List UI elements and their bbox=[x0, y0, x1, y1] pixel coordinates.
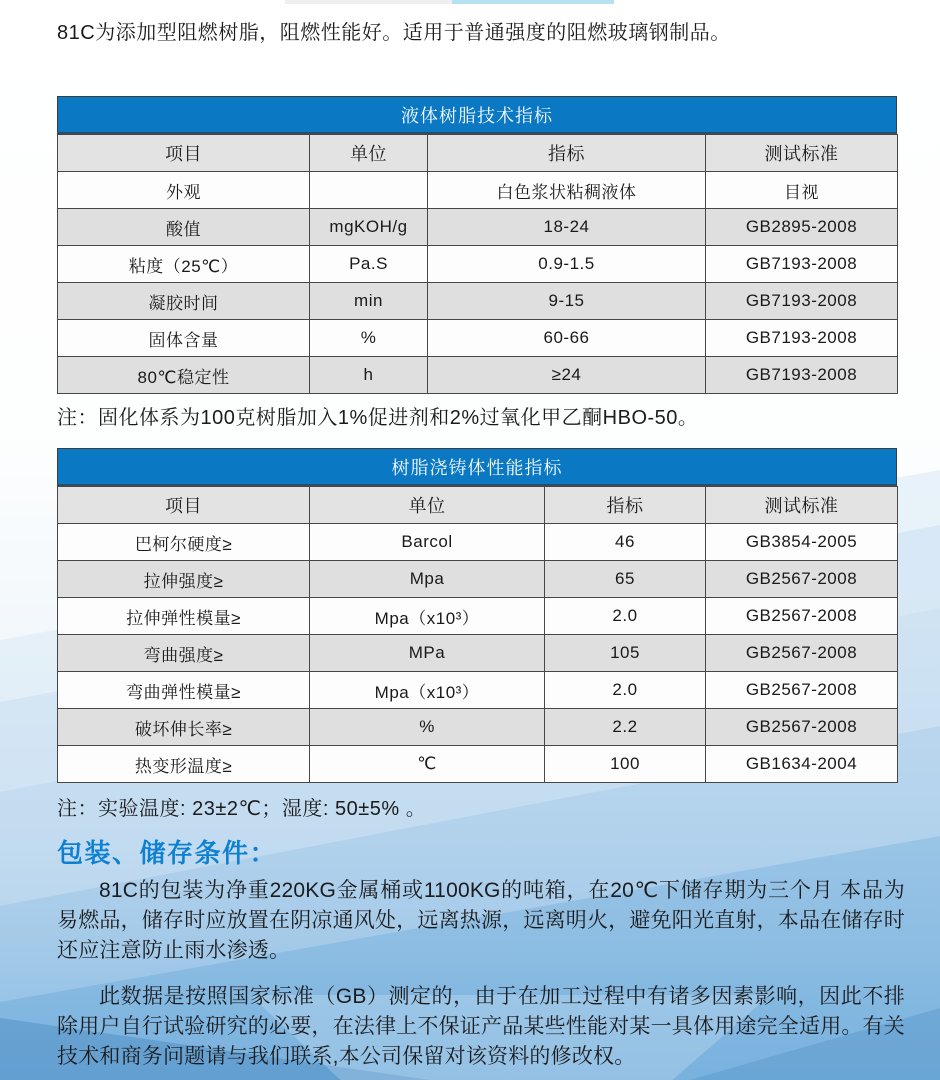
table-cell: 弯曲强度≥ bbox=[58, 635, 310, 672]
table-cell: GB3854-2005 bbox=[706, 524, 898, 561]
column-header: 测试标准 bbox=[706, 135, 898, 172]
column-header: 单位 bbox=[310, 487, 545, 524]
table2-note: 注：实验温度: 23±2℃；湿度: 50±5% 。 bbox=[57, 798, 427, 820]
disclaimer-paragraph: 此数据是按照国家标准（GB）测定的，由于在加工过程中有诸多因素影响，因此不排除用户自行试验研究的必要，在法律上不保证产品某些性能对某一具体用途完全适用。有关技术和商务问题请与我们联系,本公司保留对该资料的修改权。 bbox=[57, 985, 905, 1068]
casting-performance-table-title: 树脂浇铸体性能指标 bbox=[57, 448, 897, 486]
table-row bbox=[58, 172, 898, 209]
table-row bbox=[58, 524, 898, 561]
table1-note: 注：固化体系为100克树脂加入1%促进剂和2%过氧化甲乙酮HBO-50。 bbox=[57, 407, 699, 429]
table-cell: 9-15 bbox=[428, 283, 706, 320]
intro-text: 81C为添加型阻燃树脂，阻燃性能好。适用于普通强度的阻燃玻璃钢制品。 bbox=[57, 22, 731, 44]
table-cell: 2.2 bbox=[545, 709, 706, 746]
table-cell: 60-66 bbox=[428, 320, 706, 357]
table-cell: 105 bbox=[545, 635, 706, 672]
casting-performance-table bbox=[57, 448, 897, 783]
column-header: 指标 bbox=[428, 135, 706, 172]
table-cell bbox=[310, 172, 428, 209]
table-cell: GB1634-2004 bbox=[706, 746, 898, 783]
table-cell: 65 bbox=[545, 561, 706, 598]
table-cell: 粘度（25℃） bbox=[58, 246, 310, 283]
column-header: 测试标准 bbox=[706, 487, 898, 524]
storage-section-heading: 包装、储存条件： bbox=[57, 838, 278, 868]
table-cell: Mpa bbox=[310, 561, 545, 598]
top-edge-remnant bbox=[285, 0, 453, 4]
table-cell: 18-24 bbox=[428, 209, 706, 246]
table-cell: Barcol bbox=[310, 524, 545, 561]
table-cell: GB2567-2008 bbox=[706, 561, 898, 598]
table-cell: GB2567-2008 bbox=[706, 672, 898, 709]
table-cell: 拉伸弹性模量≥ bbox=[58, 598, 310, 635]
table-cell: ≥24 bbox=[428, 357, 706, 394]
table-row bbox=[58, 598, 898, 635]
table-row bbox=[58, 320, 898, 357]
table-cell: GB7193-2008 bbox=[706, 357, 898, 394]
column-header: 单位 bbox=[310, 135, 428, 172]
table-cell: 凝胶时间 bbox=[58, 283, 310, 320]
table-cell: GB2895-2008 bbox=[706, 209, 898, 246]
table-cell: 2.0 bbox=[545, 598, 706, 635]
table-row bbox=[58, 672, 898, 709]
column-header: 指标 bbox=[545, 487, 706, 524]
table-cell: 目视 bbox=[706, 172, 898, 209]
liquid-resin-table-grid bbox=[57, 134, 898, 394]
table-cell: mgKOH/g bbox=[310, 209, 428, 246]
table-cell: GB7193-2008 bbox=[706, 320, 898, 357]
table-header-row bbox=[58, 135, 898, 172]
table-cell: 拉伸强度≥ bbox=[58, 561, 310, 598]
top-edge-remnant-highlight bbox=[452, 0, 614, 4]
table-cell: 固体含量 bbox=[58, 320, 310, 357]
table-cell: 80℃稳定性 bbox=[58, 357, 310, 394]
table-cell: % bbox=[310, 320, 428, 357]
table-row bbox=[58, 283, 898, 320]
liquid-resin-table-title: 液体树脂技术指标 bbox=[57, 96, 897, 134]
column-header: 项目 bbox=[58, 135, 310, 172]
table-cell: h bbox=[310, 357, 428, 394]
table-cell: 巴柯尔硬度≥ bbox=[58, 524, 310, 561]
table-cell: Pa.S bbox=[310, 246, 428, 283]
table-cell: 酸值 bbox=[58, 209, 310, 246]
table-cell: 热变形温度≥ bbox=[58, 746, 310, 783]
table-row bbox=[58, 209, 898, 246]
table-cell: min bbox=[310, 283, 428, 320]
table-row bbox=[58, 561, 898, 598]
table-cell: 0.9-1.5 bbox=[428, 246, 706, 283]
table-cell: 2.0 bbox=[545, 672, 706, 709]
table-row bbox=[58, 709, 898, 746]
table-cell: % bbox=[310, 709, 545, 746]
table-cell: GB2567-2008 bbox=[706, 635, 898, 672]
table-row bbox=[58, 357, 898, 394]
table-cell: GB7193-2008 bbox=[706, 246, 898, 283]
table-cell: 外观 bbox=[58, 172, 310, 209]
table-cell: MPa bbox=[310, 635, 545, 672]
table-row bbox=[58, 246, 898, 283]
table-cell: ℃ bbox=[310, 746, 545, 783]
table-cell: Mpa（x10³） bbox=[310, 598, 545, 635]
table-cell: Mpa（x10³） bbox=[310, 672, 545, 709]
column-header: 项目 bbox=[58, 487, 310, 524]
table-row bbox=[58, 746, 898, 783]
table-cell: 弯曲弹性模量≥ bbox=[58, 672, 310, 709]
table-cell: 46 bbox=[545, 524, 706, 561]
liquid-resin-table bbox=[57, 96, 897, 394]
table-cell: 白色浆状粘稠液体 bbox=[428, 172, 706, 209]
storage-paragraph: 81C的包装为净重220KG金属桶或1100KG的吨箱，在20℃下储存期为三个月 本品为易燃品，储存时应放置在阴凉通风处，远离热源，远离明火，避免阳光直射，本品在储存时还应注意防止雨水渗透。 bbox=[57, 879, 905, 962]
casting-performance-table-grid bbox=[57, 486, 898, 783]
table-cell: 100 bbox=[545, 746, 706, 783]
table-cell: GB7193-2008 bbox=[706, 283, 898, 320]
table-cell: GB2567-2008 bbox=[706, 709, 898, 746]
table-cell: GB2567-2008 bbox=[706, 598, 898, 635]
table-header-row bbox=[58, 487, 898, 524]
table-cell: 破坏伸长率≥ bbox=[58, 709, 310, 746]
table-row bbox=[58, 635, 898, 672]
